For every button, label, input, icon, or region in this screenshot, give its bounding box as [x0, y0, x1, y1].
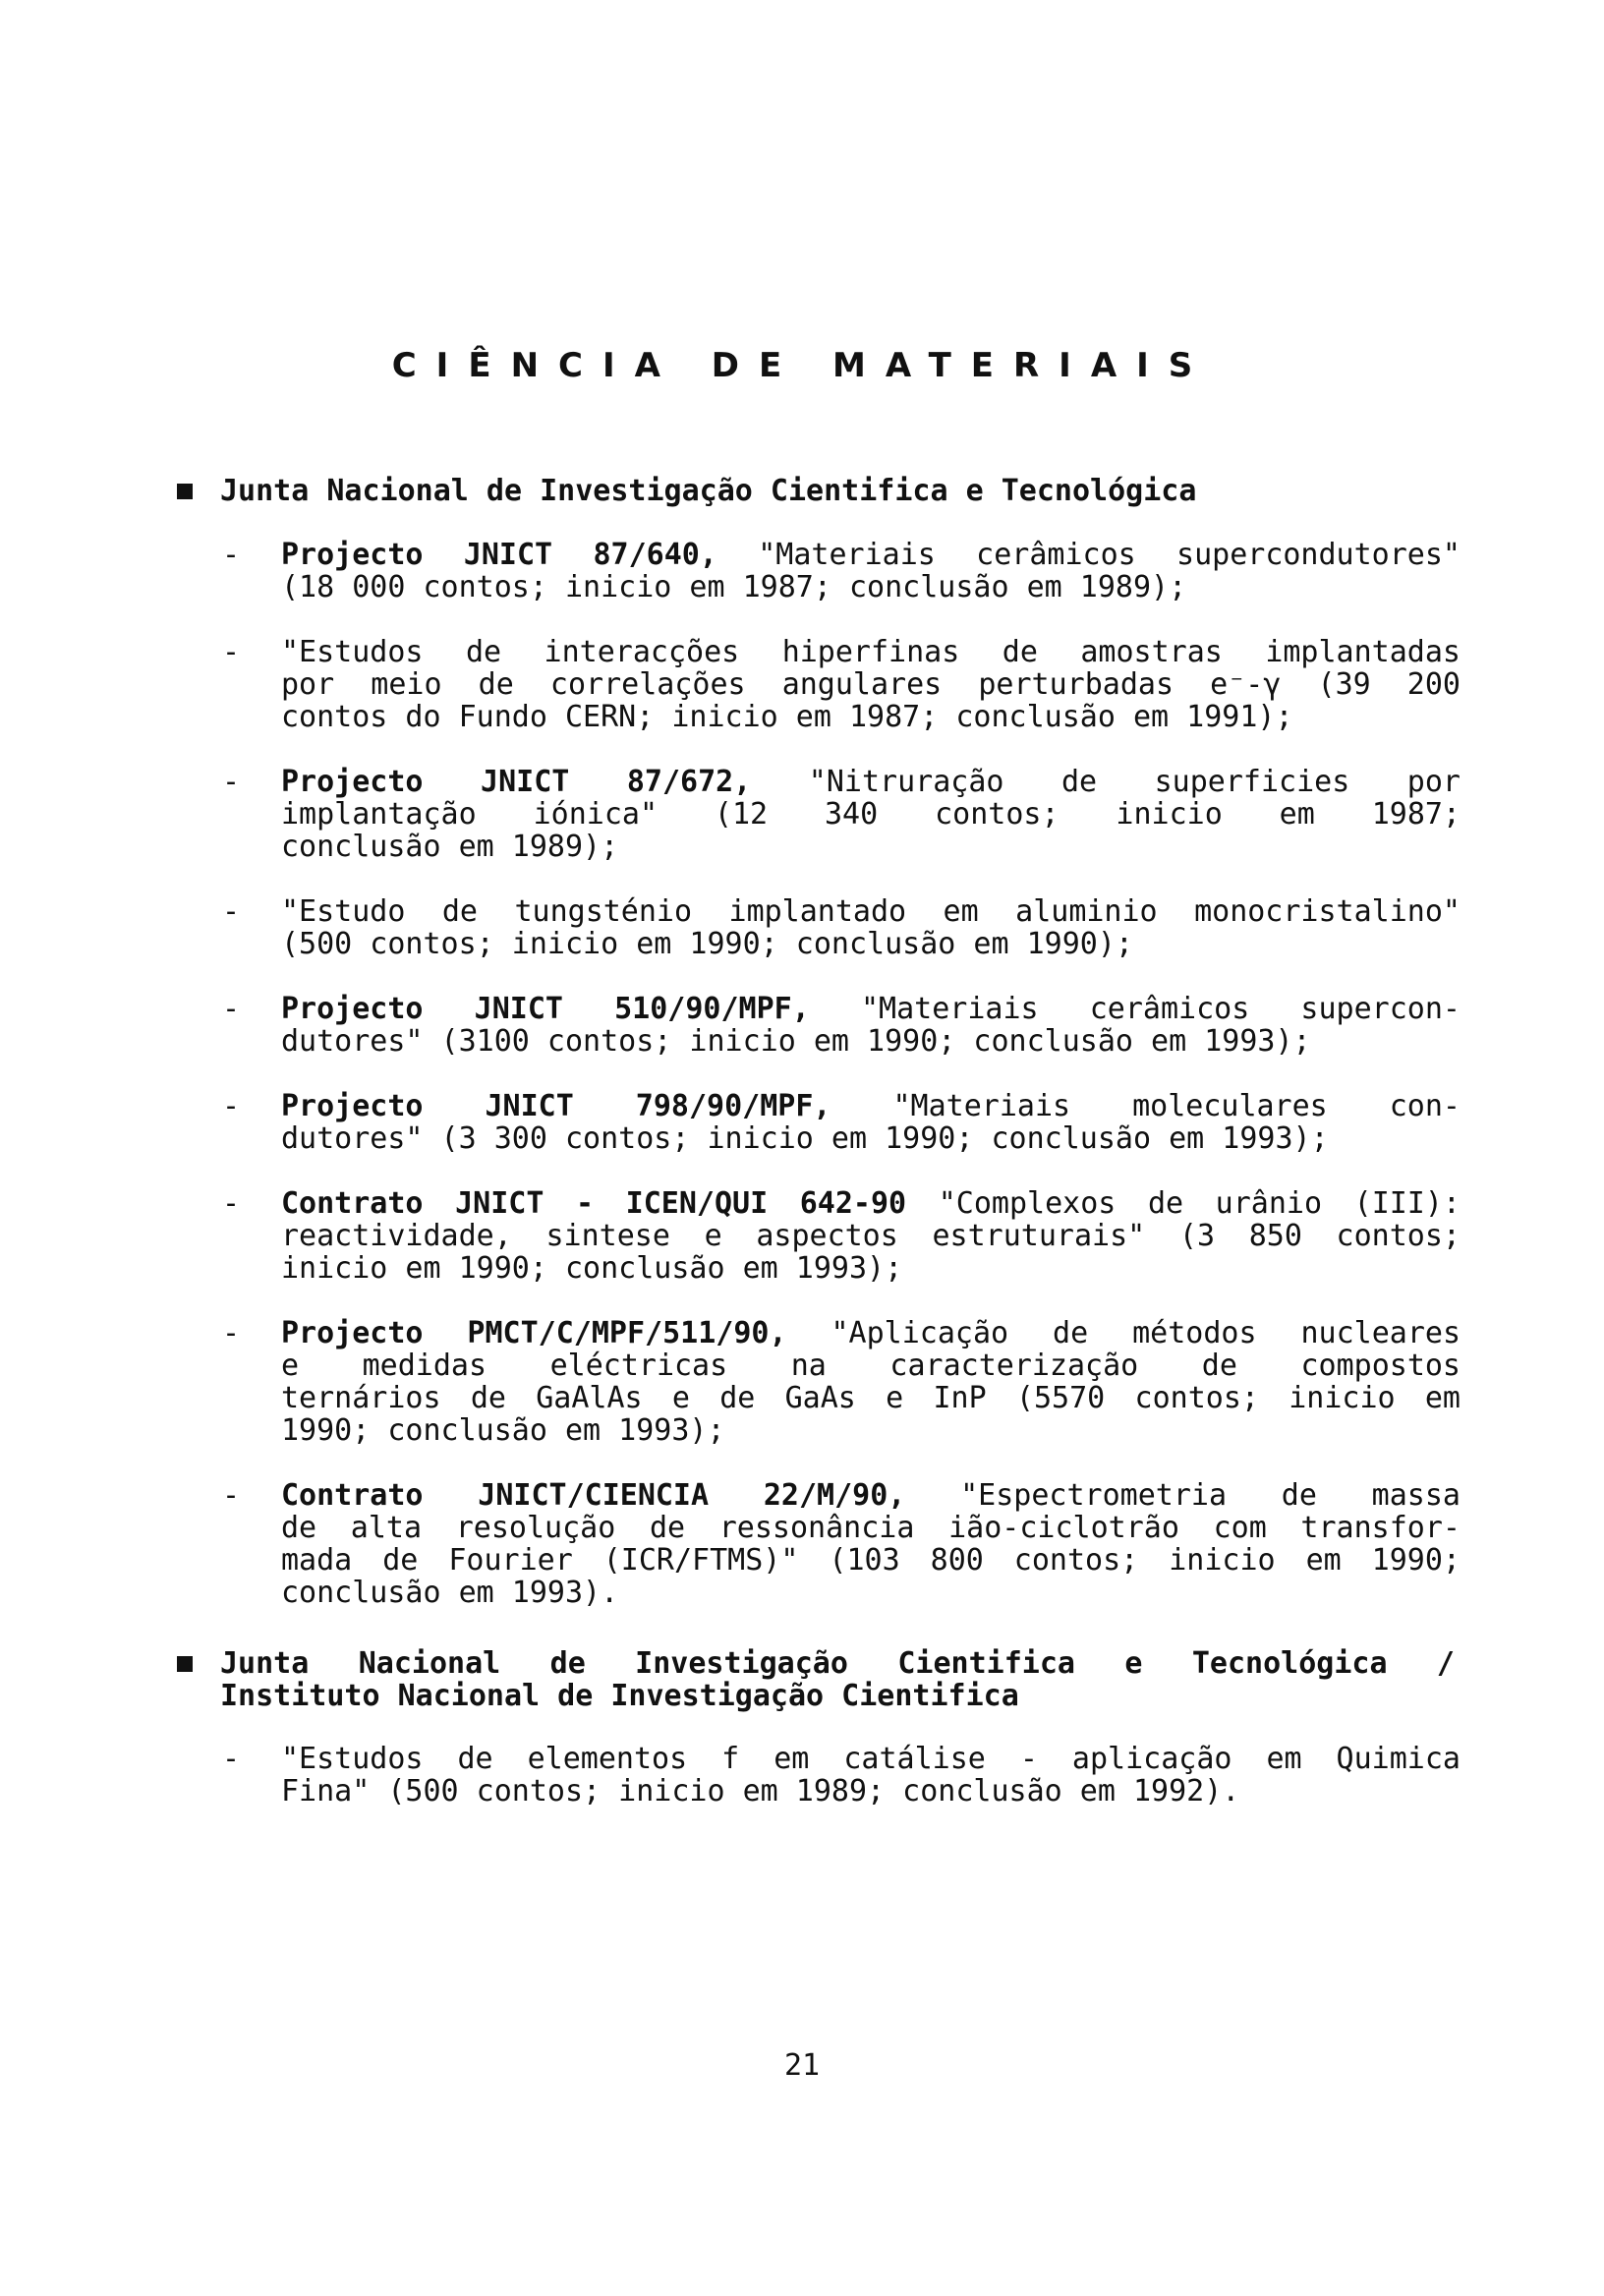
list-item-text — [281, 1187, 1461, 1285]
section-heading-line: Junta Nacional de Investigação Cientifica e Tecnológica / — [220, 1646, 1455, 1681]
square-bullet-icon — [177, 1656, 193, 1672]
list-item-text — [281, 1317, 1461, 1447]
dash-bullet-icon: - — [222, 1089, 241, 1123]
project-id: Contrato JNICT - ICEN/QUI 642-90 — [281, 1186, 907, 1221]
list-item — [222, 1743, 1461, 1808]
list-item-text — [281, 1479, 1461, 1609]
project-id: Projecto PMCT/C/MPF/511/90, — [281, 1316, 787, 1350]
project-id: Contrato JNICT/CIENCIA 22/M/90, — [281, 1478, 906, 1513]
dash-bullet-icon: - — [222, 765, 241, 799]
list-item — [222, 993, 1461, 1058]
project-description: "Materiais cerâmicos supercondutores" — [716, 538, 1461, 572]
list-item — [222, 895, 1461, 960]
list-item-line: "Estudos de interacções hiperfinas de amostras implantadas — [281, 635, 1461, 669]
list-item-line: por meio de correlações angulares perturbadas e⁻-γ (39 200 — [281, 667, 1461, 702]
page-title: CIÊNCIA DE MATERIAIS — [391, 346, 1213, 385]
project-id: Projecto JNICT 798/90/MPF, — [281, 1089, 831, 1123]
list-item-text — [281, 766, 1461, 863]
dash-bullet-icon: - — [222, 635, 241, 669]
dash-bullet-icon: - — [222, 538, 241, 572]
list-item-line: e medidas eléctricas na caracterização de compostos — [281, 1349, 1461, 1383]
list-item — [222, 1090, 1461, 1155]
project-description: "Materiais moleculares con- — [831, 1089, 1461, 1123]
section-heading — [177, 475, 1455, 507]
project-description: "Espectrometria de massa — [905, 1478, 1461, 1513]
project-description: "Nitruração de superficies por — [751, 765, 1461, 799]
list-item-line: mada de Fourier (ICR/FTMS)" (103 800 contos; inicio em 1990; — [281, 1543, 1461, 1578]
section-heading-text — [220, 1647, 1455, 1712]
list-item-text — [281, 895, 1461, 960]
project-id: Projecto JNICT 87/640, — [281, 538, 717, 572]
list-item-line: conclusão em 1989); — [281, 830, 619, 864]
list-item-text — [281, 1090, 1461, 1155]
list-item-line: inicio em 1990; conclusão em 1993); — [281, 1251, 903, 1286]
list-item — [222, 539, 1461, 603]
list-item-line — [281, 1479, 1461, 1512]
list-item-line: (18 000 contos; inicio em 1987; conclusão em 1989); — [281, 570, 1187, 604]
list-item-text — [281, 539, 1461, 603]
dash-bullet-icon: - — [222, 894, 241, 929]
dash-bullet-icon: - — [222, 1742, 241, 1776]
project-id: Projecto JNICT 87/672, — [281, 765, 752, 799]
list-item-line — [281, 539, 1461, 571]
list-item-line: "Estudo de tungsténio implantado em aluminio monocristalino" — [281, 894, 1461, 929]
list-item-text — [281, 1743, 1461, 1808]
list-item — [222, 1479, 1461, 1609]
project-description: "Materiais cerâmicos supercon- — [809, 992, 1461, 1026]
list-item-line — [281, 1187, 1461, 1220]
section-entries — [222, 1743, 1461, 1840]
page-number: 21 — [783, 2048, 821, 2083]
project-id: Projecto JNICT 510/90/MPF, — [281, 992, 810, 1026]
list-item-text — [281, 993, 1461, 1058]
list-item-line: dutores" (3 300 contos; inicio em 1990; conclusão em 1993); — [281, 1121, 1329, 1156]
list-item — [222, 766, 1461, 863]
list-item-line: implantação iónica" (12 340 contos; inicio em 1987; — [281, 797, 1461, 832]
list-item-line: 1990; conclusão em 1993); — [281, 1413, 725, 1448]
list-item-line: de alta resolução de ressonância ião-ciclotrão com transfor- — [281, 1511, 1461, 1545]
dash-bullet-icon: - — [222, 1478, 241, 1513]
dash-bullet-icon: - — [222, 992, 241, 1026]
section-entries — [222, 539, 1461, 1641]
section-heading-text — [220, 475, 1455, 507]
project-description: "Aplicação de métodos nucleares — [786, 1316, 1461, 1350]
list-item — [222, 636, 1461, 733]
list-item-line: Fina" (500 contos; inicio em 1989; conclusão em 1992). — [281, 1774, 1240, 1808]
dash-bullet-icon: - — [222, 1186, 241, 1221]
list-item-line: conclusão em 1993). — [281, 1576, 619, 1610]
list-item-line: dutores" (3100 contos; inicio em 1990; conclusão em 1993); — [281, 1024, 1311, 1059]
square-bullet-icon — [177, 484, 193, 499]
section-heading-line: Instituto Nacional de Investigação Cientifica — [220, 1679, 1019, 1713]
list-item-text — [281, 636, 1461, 733]
section-heading — [177, 1647, 1455, 1712]
list-item-line: ternários de GaAlAs e de GaAs e InP (5570 contos; inicio em — [281, 1381, 1461, 1415]
dash-bullet-icon: - — [222, 1316, 241, 1350]
list-item-line — [281, 1090, 1461, 1122]
list-item-line: reactividade, sintese e aspectos estruturais" (3 850 contos; — [281, 1219, 1461, 1253]
list-item — [222, 1187, 1461, 1285]
list-item-line: "Estudos de elementos f em catálise - aplicação em Quimica — [281, 1742, 1461, 1776]
section-heading-line: Junta Nacional de Investigação Cientifica e Tecnológica — [220, 474, 1197, 508]
list-item-line — [281, 1317, 1461, 1349]
project-description: "Complexos de urânio (III): — [906, 1186, 1461, 1221]
list-item-line: contos do Fundo CERN; inicio em 1987; conclusão em 1991); — [281, 700, 1293, 734]
list-item-line — [281, 993, 1461, 1025]
list-item-line — [281, 766, 1461, 798]
list-item-line: (500 contos; inicio em 1990; conclusão em 1990); — [281, 927, 1133, 961]
list-item — [222, 1317, 1461, 1447]
